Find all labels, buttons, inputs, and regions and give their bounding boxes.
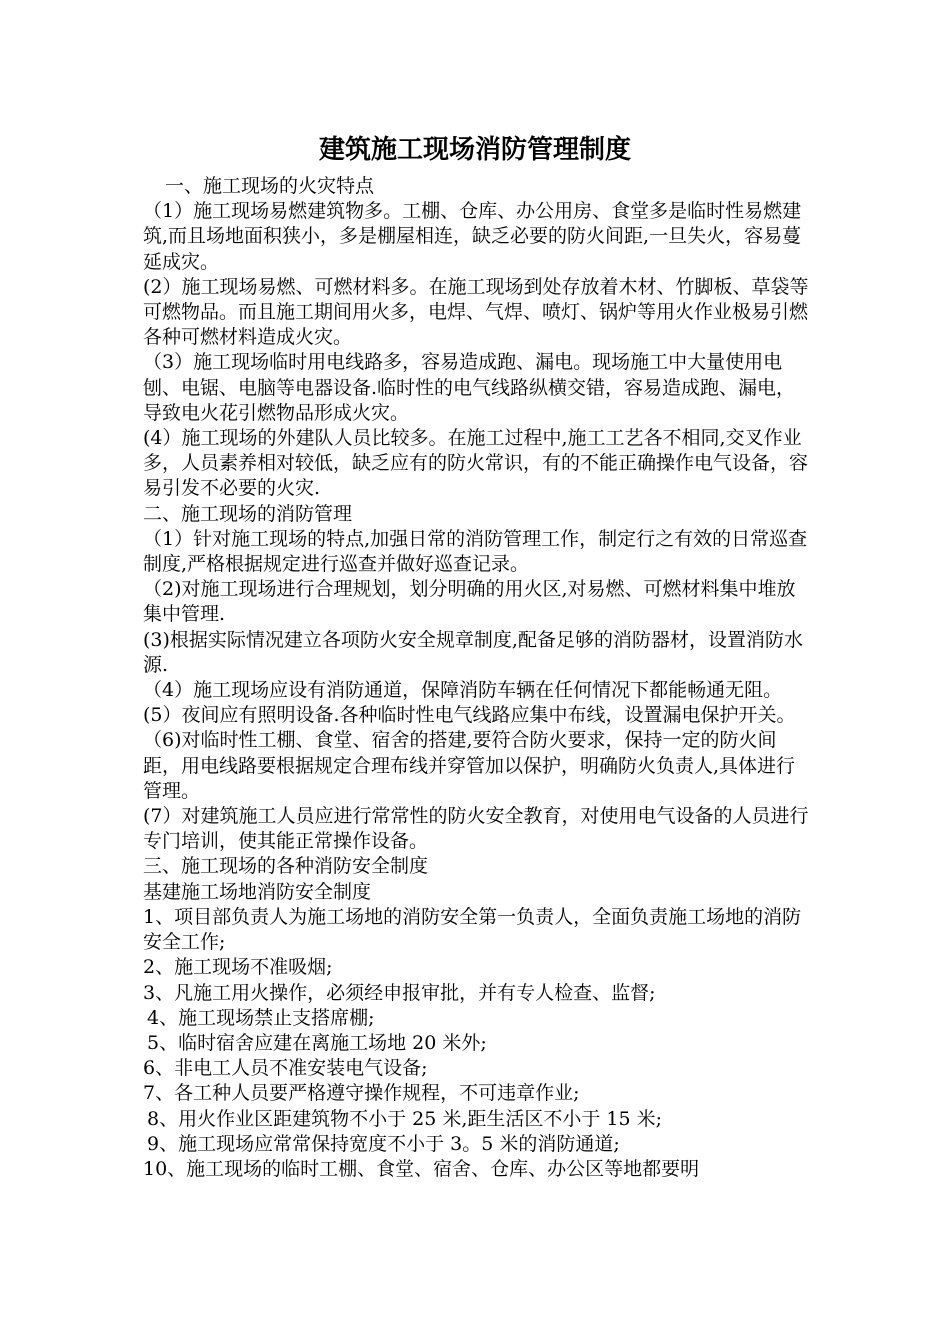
paragraph-3: （3）施工现场临时用电线路多，容易造成跑、漏电。现场施工中大量使用电刨、电锯、电脑等电器设备.临时性的电气线路纵横交错，容易造成跑、漏电，导致电火花引燃物品形成火灾。 bbox=[143, 351, 796, 424]
list-item: 1、项目部负责人为施工场地的消防安全第一负责人，全面负责施工场地的消防安全工作; bbox=[143, 905, 802, 954]
list-item: 5、临时宿舍应建在离施工场地 20 米外; bbox=[147, 1031, 487, 1054]
list-item: 8、用火作业区距建筑物不小于 25 米,距生活区不小于 15 米; bbox=[147, 1107, 663, 1130]
paragraph-11: (7）对建筑施工人员应进行常常性的防火安全教育，对使用电气设备的人员进行专门培训，使其能正常操作设备。 bbox=[143, 805, 809, 853]
list-item: 3、凡施工用火操作，必须经申报审批，并有专人检查、监督; bbox=[143, 981, 656, 1004]
document-body bbox=[143, 174, 811, 1182]
paragraph-5: （1）针对施工现场的特点,加强日常的消防管理工作，制定行之有效的日常巡查制度,严格根据规定进行巡查并做好巡查记录。 bbox=[143, 527, 808, 576]
list-item: 2、施工现场不准吸烟; bbox=[143, 956, 333, 979]
section-heading-2: 二、施工现场的消防管理 bbox=[143, 502, 353, 525]
list-item: 10、施工现场的临时工棚、食堂、宿舍、仓库、办公区等地都要明 bbox=[143, 1157, 700, 1180]
paragraph-6: （2)对施工现场进行合理规划，划分明确的用火区,对易燃、可燃材料集中堆放集中管理. bbox=[143, 578, 796, 626]
list-item: 9、施工现场应常常保持宽度不小于 3。5 米的消防通道; bbox=[147, 1132, 620, 1155]
paragraph-7: (3)根据实际情况建立各项防火安全规章制度,配备足够的消防器材，设置消防水源. bbox=[143, 628, 803, 676]
document-title: 建筑施工现场消防管理制度 bbox=[318, 135, 631, 165]
paragraph-9: (5）夜间应有照明设备.各种临时性电气线路应集中布线，设置漏电保护开关。 bbox=[143, 704, 796, 727]
section-heading-3: 三、施工现场的各种消防安全制度 bbox=[143, 855, 429, 878]
paragraph-4: (4）施工现场的外建队人员比较多。在施工过程中,施工工艺各不相同,交叉作业多，人员素养相对较低，缺乏应有的防火常识，有的不能正确操作电气设备，容易引发不必要的火灾. bbox=[143, 427, 809, 500]
paragraph-1: （1）施工现场易燃建筑物多。工棚、仓库、办公用房、食堂多是临时性易燃建筑,而且场地面积狭小，多是棚屋相连，缺乏必要的防火间距,一旦失火，容易蔓延成灾。 bbox=[143, 200, 802, 273]
list-item: 4、施工现场禁止支搭席棚; bbox=[147, 1006, 375, 1029]
paragraph-8: （4）施工现场应设有消防通道，保障消防车辆在任何情况下都能畅通无阻。 bbox=[143, 679, 783, 702]
section-heading-1: 一、施工现场的火灾特点 bbox=[165, 175, 375, 197]
list-item: 7、各工种人员要严格遵守操作规程，不可违章作业; bbox=[143, 1082, 580, 1105]
list-item: 6、非电工人员不准安装电气设备; bbox=[143, 1057, 428, 1080]
paragraph-2: (2）施工现场易燃、可燃材料多。在施工现场到处存放着木材、竹脚板、草袋等可燃物品。而且施工期间用火多，电焊、气焊、喷灯、锅炉等用火作业极易引燃各种可燃材料造成火灾。 bbox=[143, 275, 809, 349]
subsection-heading: 基建施工场地消防安全制度 bbox=[143, 880, 372, 903]
paragraph-10: （6)对临时性工棚、食堂、宿舍的搭建,要符合防火要求，保持一定的防火间距，用电线路要根据规定合理布线并穿管加以保护，明确防火负责人,具体进行管理。 bbox=[143, 729, 796, 802]
